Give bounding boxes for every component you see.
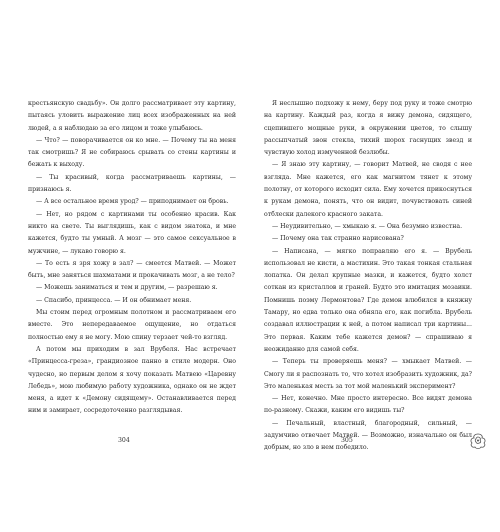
paragraph: — Печальный, властный, благородный, сильный, — задумчиво отвечает Матвей. — Возможно, изначально он был добрым, но зло в нем победило. — [264, 419, 472, 452]
paragraph: — Неудивительно, — хмыкаю я. — Она безумно известна. — [272, 222, 463, 230]
page-number-left: 304 — [118, 437, 130, 444]
paragraph: А потом мы приходим в зал Врубеля. Нас встречает «Принцесса-греза», грандиозное панно в стиле модерн. Оно чудесно, но первым делом я хочу показать Матвею «Царевну Лебедь», мою любимую работу художника, однако он не ждет меня, а идет к «Демону сидящему». Останавливается перед ним и замирает, сосредоточенно разглядывая. — [28, 345, 236, 415]
right-page — [264, 98, 472, 455]
paragraph: Я неслышно подхожу к нему, беру под руку и тоже смотрю на картину. Каждый раз, когда я вижу демона, сидящего, сцепившего мощные руки, в окружении цветов, то слышу рассыпчатый звон стекла, тихий шорох гаснущих звезд и чувствую холод измученной безлюбы. — [264, 100, 472, 157]
paragraph: — Я знаю эту картину, — говорит Матвей, не сводя с нее взгляда. Мне кажется, его как магнитом тянет к этому полотну, от которого исходит сила. Ему хочется прикоснуться к рукам демона, понять, что он видит, почувствовать синей отблески далекого красного заката. — [264, 161, 472, 218]
paragraph: — То есть я зря хожу в зал? — смеется Матвей. — Может быть, мне заняться шахматами и прокачивать мозг, а не тело? — [28, 259, 236, 280]
paragraph: Мы стоим перед огромным полотном и рассматриваем его вместе. Это непередаваемое ощущение, но отдаться полностью ему я не могу. Мою спину терзает чей-то взгляд. — [28, 309, 236, 341]
paragraph: — Что? — поворачивается он ко мне. — Почему ты на меня так смотришь? Я не собираюсь срывать со стены картины и бежать к выходу. — [28, 136, 236, 169]
ink-blot-flower-icon — [468, 431, 488, 451]
page-number-right: 305 — [341, 437, 353, 444]
paragraph: — Почему она так странно нарисована? — [272, 235, 404, 243]
paragraph: — А все остальное время урод? — приподнимает он бровь. — [36, 198, 229, 206]
paragraph: крестьянскую свадьбу». Он долго рассматривает эту картину, пытаясь уловить выражение лиц всех изображенных на ней людей, а я наблюдаю за его лицом и тоже улыбаюсь. — [28, 100, 236, 132]
paragraph: — Ты красивый, когда рассматриваешь картины, — признаюсь я. — [28, 173, 236, 194]
left-page — [28, 98, 236, 418]
paragraph: — Можешь заниматься и тем и другим, — разрешаю я. — [36, 284, 218, 292]
paragraph: — Написана, — мягко поправляю его я. — Врубель использовал не кисти, а мастихин. Это такая тонкая стальная лопатка. Он делал крупные мазки, и кажется, будто холст соткан из кристаллов и граней. Будто это имитация мозаики. Помнишь поэму Лермонтова? Где демон влюбился в княжну Тамару, но едва только она обняла его, как погибла. Врубель создавал иллюстрации к ней, а потом написал три картины... Это первая. Каким тебе кажется демон? — спрашиваю я неожиданно для самой себя. — [264, 247, 472, 353]
paragraph: — Спасибо, принцесса. — И он обнимает меня. — [36, 296, 192, 304]
paragraph: — Теперь ты проверяешь меня? — хмыкает Матвей. — Смогу ли я распознать то, что хотел изобразить художник, да? Это маленькая месть за тот мой маленький эксперимент? — [264, 358, 472, 390]
paragraph: — Нет, конечно. Мне просто интересно. Все видят демона по-разному. Скажи, каким его видишь ты? — [264, 395, 472, 415]
paragraph: — Нет, но рядом с картинами ты особенно красив. Как никто на свете. Ты выглядишь, как с видом знатока, и мне кажется, будто ты умный. А мозг — это самое сексуальное в мужчине, — лукаво говорю я. — [28, 210, 236, 255]
